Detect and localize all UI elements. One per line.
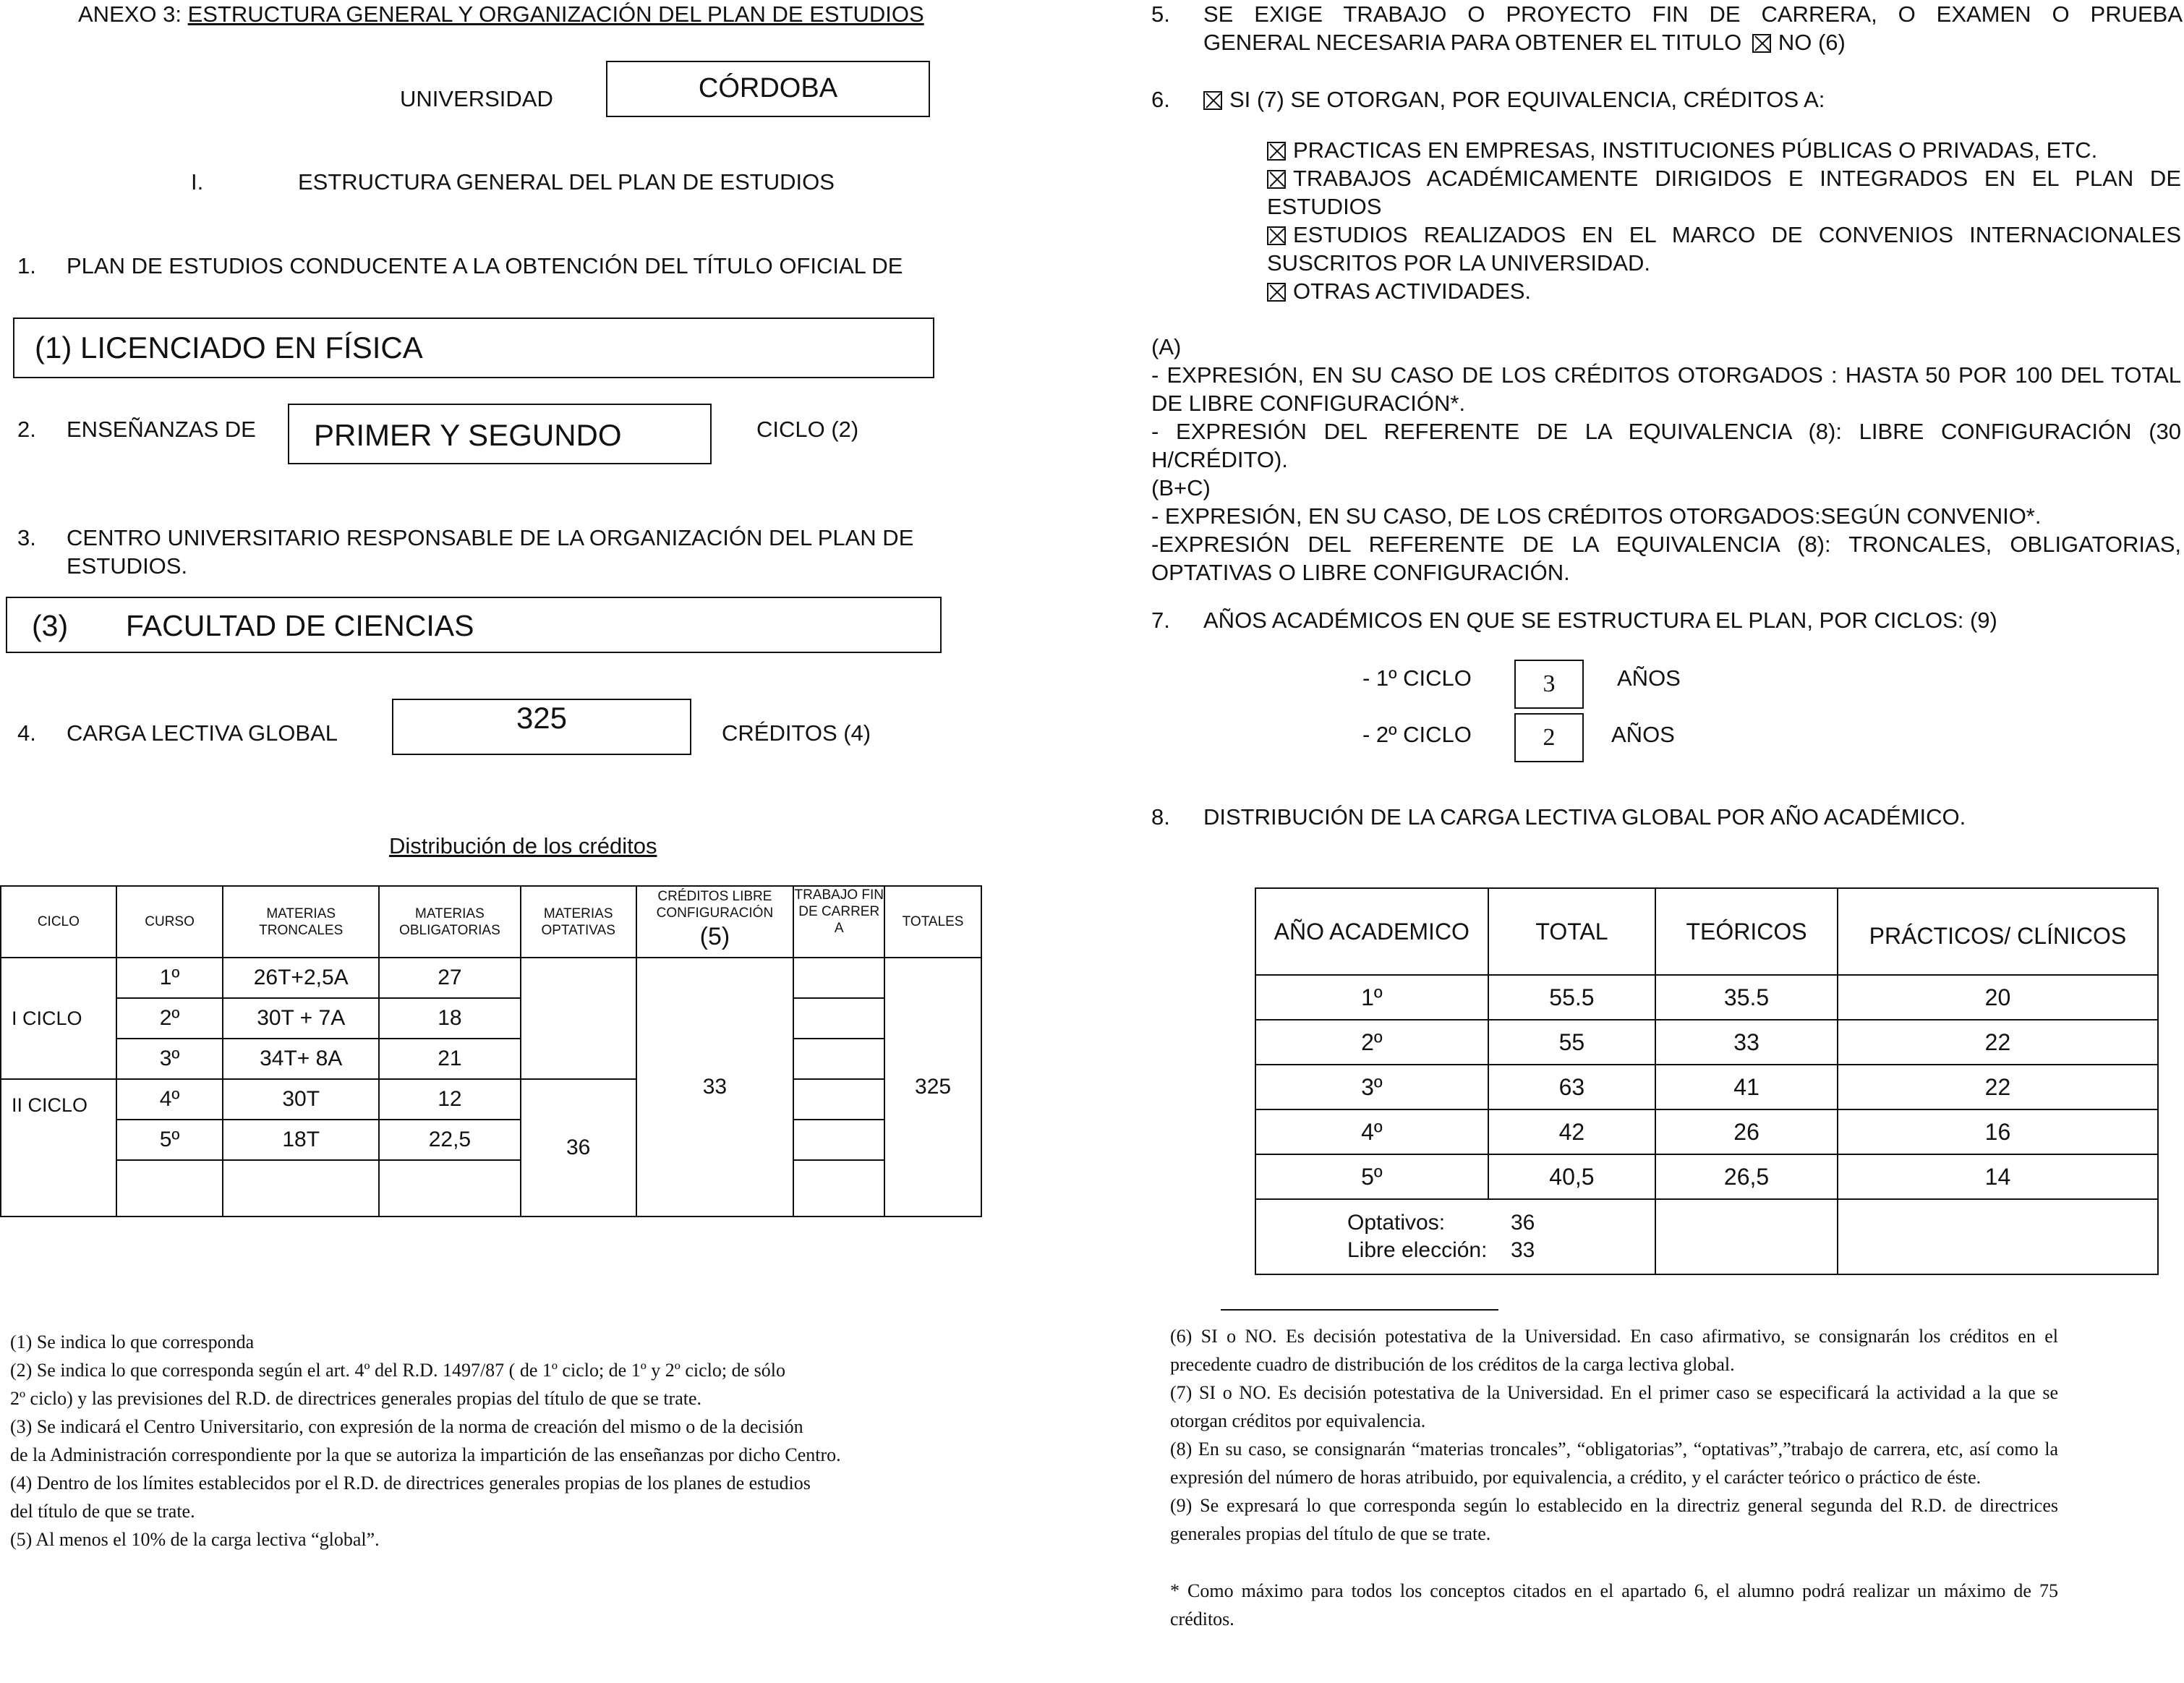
footnote-line: (3) Se indicará el Centro Universitario, con expresión de la norma de creación del mismo o de la decisión: [10, 1416, 803, 1437]
practicos-cell: 20: [1838, 975, 2158, 1020]
table-row: [1, 998, 981, 1039]
equiv-bc1: - EXPRESIÓN, EN SU CASO, DE LOS CRÉDITOS OTORGADOS:SEGÚN CONVENIO*.: [1151, 503, 2042, 529]
optativos-label: Optativos:: [1347, 1211, 1446, 1235]
trabajo-cell: [793, 998, 884, 1039]
item5-number: 5.: [1151, 1, 1170, 27]
curso-cell: 4º: [116, 1079, 223, 1120]
cycle1-label: - 1º CICLO: [1362, 665, 1472, 691]
checkbox-icon: [1267, 170, 1286, 189]
header-trabajo: TRABAJO FIN DE CARRER A: [793, 886, 884, 958]
obligatorias-cell: 21: [379, 1039, 521, 1079]
year-cell: 4º: [1255, 1109, 1488, 1154]
obligatorias-cell: 18: [379, 998, 521, 1039]
footnote-line: de la Administración correspondiente por la que se autoriza la impartición de las enseñanzas por dicho Centro.: [10, 1444, 841, 1465]
credit-distribution-table: [0, 885, 982, 1217]
annex-title: ESTRUCTURA GENERAL Y ORGANIZACIÓN DEL PLAN DE ESTUDIOS: [187, 1, 924, 27]
cycle1-unit: AÑOS: [1617, 665, 1681, 691]
footnotes-left: [10, 1328, 1037, 1554]
item8-number: 8.: [1151, 804, 1170, 830]
table-row: [1255, 975, 2158, 1020]
practicos-cell: 22: [1838, 1065, 2158, 1109]
checkbox-icon: [1267, 283, 1286, 302]
university-box: [606, 61, 930, 117]
equivalence-block: [1151, 333, 2181, 587]
teoricos-cell: 33: [1655, 1020, 1838, 1065]
cycle-value: PRIMER Y SEGUNDO: [314, 418, 622, 452]
troncales-cell: 30T + 7A: [223, 998, 379, 1039]
footnote-8: (8) En su caso, se consignarán “materias troncales”, “obligatorias”, “optativas”,”trabajo de carrera, etc, así como la expresión del número de horas atribuido, por equivalencia, a crédito, y el carácter teórico o práctico de éste.: [1170, 1439, 2058, 1488]
obligatorias-cell: 22,5: [379, 1120, 521, 1160]
year-cell: 5º: [1255, 1154, 1488, 1199]
header-curso: CURSO: [116, 886, 223, 958]
annex-prefix: ANEXO 3:: [78, 1, 182, 27]
header-practicos: PRÁCTICOS/ CLÍNICOS: [1838, 888, 2158, 975]
total-cell: 42: [1488, 1109, 1656, 1154]
item4-suffix: CRÉDITOS (4): [722, 720, 871, 746]
year-cell: 1º: [1255, 975, 1488, 1020]
curso-cell: 2º: [116, 998, 223, 1039]
university-value: CÓRDOBA: [698, 73, 838, 103]
item6-options: [1267, 136, 2181, 305]
faculty-value: FACULTAD DE CIENCIAS: [126, 609, 474, 642]
footnote-line: (4) Dentro de los límites establecidos por el R.D. de directrices generales propias de los planes de estudios: [10, 1473, 811, 1494]
header-year: AÑO ACADEMICO: [1255, 888, 1488, 975]
footnotes-right: [1170, 1322, 2058, 1633]
curso-cell: 3º: [116, 1039, 223, 1079]
trabajo-cell: [793, 1079, 884, 1120]
footnote-line: (5) Al menos el 10% de la carga lectiva “global”.: [10, 1529, 380, 1550]
footnote-line: (2) Se indica lo que corresponda según el art. 4º del R.D. 1497/87 ( de 1º ciclo; de 1º y 2º ciclo; de sólo: [10, 1360, 785, 1381]
practicos-cell: 22: [1838, 1020, 2158, 1065]
cycle1-box: [1514, 660, 1584, 709]
table-row: [1, 1120, 981, 1160]
header-libre: [636, 886, 794, 958]
cycle-2-label: II CICLO: [1, 1079, 116, 1217]
footnote-9: (9) Se expresará lo que corresponda según lo establecido en la directriz general segunda del R.D. de directrices generales propias del título de que se trate.: [1170, 1495, 2058, 1544]
footnote-rule: [1221, 1309, 1498, 1311]
item7-text: AÑOS ACADÉMICOS EN QUE SE ESTRUCTURA EL PLAN, POR CICLOS: (9): [1203, 608, 1997, 633]
trabajo-cell: [793, 958, 884, 998]
empty-cell: [1655, 1199, 1838, 1274]
item3-text: CENTRO UNIVERSITARIO RESPONSABLE DE LA ORGANIZACIÓN DEL PLAN DE ESTUDIOS.: [67, 525, 914, 579]
item1-text: PLAN DE ESTUDIOS CONDUCENTE A LA OBTENCIÓN DEL TÍTULO OFICIAL DE: [67, 253, 903, 278]
faculty-box: [6, 597, 942, 653]
option-item: [1267, 164, 2181, 221]
troncales-cell: 26T+2,5A: [223, 958, 379, 998]
header-libre-note: (5): [699, 923, 730, 950]
optativos-value: 36: [1511, 1211, 1535, 1235]
table-header-row: [1255, 888, 2158, 975]
header-troncales: MATERIAS TRONCALES: [223, 886, 379, 958]
trabajo-cell: [793, 1120, 884, 1160]
empty-cell: [116, 1160, 223, 1217]
item8-text: DISTRIBUCIÓN DE LA CARGA LECTIVA GLOBAL POR AÑO ACADÉMICO.: [1203, 804, 1966, 830]
annex-header: [78, 0, 924, 28]
table-row: [1255, 1020, 2158, 1065]
curso-cell: 1º: [116, 958, 223, 998]
footnote-line: (1) Se indica lo que corresponda: [10, 1332, 255, 1352]
table-row-empty: [1, 1160, 981, 1217]
table-row: [1, 1079, 981, 1120]
obligatorias-cell: 12: [379, 1079, 521, 1120]
empty-cell: [1838, 1199, 2158, 1274]
item4-label: CARGA LECTIVA GLOBAL: [67, 720, 338, 746]
table-row-summary: [1255, 1199, 2158, 1274]
item5: [1203, 0, 2183, 56]
cycle2-label: - 2º CICLO: [1362, 722, 1472, 747]
title-value: (1) LICENCIADO EN FÍSICA: [35, 331, 423, 365]
option-label: PRACTICAS EN EMPRESAS, INSTITUCIONES PÚBLICAS O PRIVADAS, ETC.: [1293, 137, 2098, 163]
cycle1-value: 3: [1543, 670, 1556, 697]
table-row: [1255, 1109, 2158, 1154]
troncales-cell: 30T: [223, 1079, 379, 1120]
libre-cell: 33: [636, 958, 794, 1217]
empty-cell: [793, 1160, 884, 1217]
cycle2-unit: AÑOS: [1611, 722, 1675, 747]
footnote-line: del título de que se trate.: [10, 1501, 195, 1522]
item1-number: 1.: [17, 253, 36, 278]
section-title: ESTRUCTURA GENERAL DEL PLAN DE ESTUDIOS: [298, 169, 835, 195]
optativas-empty-cell: [521, 958, 636, 1079]
summary-cell: [1255, 1199, 1655, 1274]
empty-cell: [223, 1160, 379, 1217]
title-box: [13, 318, 934, 378]
option-item: [1267, 136, 2181, 164]
checkbox-icon: [1267, 226, 1286, 245]
table-header-row: [1, 886, 981, 958]
teoricos-cell: 26: [1655, 1109, 1838, 1154]
item3-number: 3.: [17, 525, 36, 550]
total-cell: 55.5: [1488, 975, 1656, 1020]
equiv-bc2: -EXPRESIÓN DEL REFERENTE DE LA EQUIVALENCIA (8): TRONCALES, OBLIGATORIAS, OPTATIVAS O LIBRE CONFIGURACIÓN.: [1151, 532, 2181, 585]
item6: [1203, 85, 1825, 114]
item2-suffix: CICLO (2): [756, 417, 859, 442]
option-item: [1267, 221, 2181, 277]
footnote-star: * Como máximo para todos los conceptos citados en el apartado 6, el alumno podrá realizar un máximo de 75 créditos.: [1170, 1580, 2058, 1629]
libre-label: Libre elección:: [1347, 1238, 1488, 1262]
footnote-6: (6) SI o NO. Es decisión potestativa de la Universidad. En caso afirmativo, se consignarán los créditos en el precedente cuadro de distribución de los créditos de la carga lectiva global.: [1170, 1326, 2058, 1375]
year-cell: 3º: [1255, 1065, 1488, 1109]
distribution-title: Distribución de los créditos: [389, 833, 657, 858]
equiv-a2: - EXPRESIÓN DEL REFERENTE DE LA EQUIVALENCIA (8): LIBRE CONFIGURACIÓN (30 H/CRÉDITO).: [1151, 419, 2181, 472]
table-row: [1, 958, 981, 998]
checkbox-icon: [1203, 91, 1222, 110]
option-label: TRABAJOS ACADÉMICAMENTE DIRIGIDOS E INTEGRADOS EN EL PLAN DE ESTUDIOS: [1267, 166, 2181, 219]
item2-number: 2.: [17, 417, 36, 442]
cycle-1-label: I CICLO: [1, 958, 116, 1079]
option-label: OTRAS ACTIVIDADES.: [1293, 278, 1532, 304]
total-cell: 40,5: [1488, 1154, 1656, 1199]
header-totales: TOTALES: [884, 886, 981, 958]
table-row: [1, 1039, 981, 1079]
checkbox-icon: [1267, 142, 1286, 161]
checkbox-icon: [1752, 34, 1771, 53]
credits-box: [392, 699, 691, 755]
total-cell: 55: [1488, 1020, 1656, 1065]
university-label: UNIVERSIDAD: [400, 86, 553, 111]
teoricos-cell: 26,5: [1655, 1154, 1838, 1199]
item5-line1: SE EXIGE TRABAJO O PROYECTO FIN DE CARRERA, O EXAMEN O PRUEBA: [1203, 1, 2183, 27]
option-label: ESTUDIOS REALIZADOS EN EL MARCO DE CONVENIOS INTERNACIONALES SUSCRITOS POR LA UNIVERSIDAD.: [1267, 222, 2181, 276]
item4-number: 4.: [17, 720, 36, 746]
cycle2-value: 2: [1543, 724, 1556, 751]
totales-cell: 325: [884, 958, 981, 1217]
troncales-cell: 18T: [223, 1120, 379, 1160]
trabajo-cell: [793, 1039, 884, 1079]
libre-value: 33: [1511, 1238, 1535, 1262]
header-obligatorias: MATERIAS OBLIGATORIAS: [379, 886, 521, 958]
table-row: [1255, 1065, 2158, 1109]
equiv-bc-label: (B+C): [1151, 475, 1211, 500]
footnote-7: (7) SI o NO. Es decisión potestativa de la Universidad. En el primer caso se especificará la actividad a la que se otorgan créditos por equivalencia.: [1170, 1382, 2058, 1431]
item6-text: SI (7) SE OTORGAN, POR EQUIVALENCIA, CRÉDITOS A:: [1229, 87, 1825, 112]
header-total: TOTAL: [1488, 888, 1656, 975]
equiv-a1: - EXPRESIÓN, EN SU CASO DE LOS CRÉDITOS OTORGADOS : HASTA 50 POR 100 DEL TOTAL DE LIBRE CONFIGURACIÓN*.: [1151, 362, 2181, 416]
equiv-a-label: (A): [1151, 334, 1182, 359]
option-item: [1267, 277, 2181, 305]
year-distribution-table: [1255, 887, 2159, 1275]
year-cell: 2º: [1255, 1020, 1488, 1065]
curso-cell: 5º: [116, 1120, 223, 1160]
table-row: [1255, 1154, 2158, 1199]
header-ciclo: CICLO: [1, 886, 116, 958]
empty-cell: [379, 1160, 521, 1217]
teoricos-cell: 41: [1655, 1065, 1838, 1109]
section-number: I.: [191, 169, 204, 195]
obligatorias-cell: 27: [379, 958, 521, 998]
header-teoricos: TEÓRICOS: [1655, 888, 1838, 975]
item5-line2a: GENERAL NECESARIA PARA OBTENER EL TITULO: [1203, 30, 1742, 55]
faculty-number: (3): [32, 609, 69, 642]
cycle2-box: [1514, 713, 1584, 762]
footnote-line: 2º ciclo) y las previsiones del R.D. de directrices generales propias del título de que se trate.: [10, 1388, 702, 1409]
practicos-cell: 14: [1838, 1154, 2158, 1199]
total-cell: 63: [1488, 1065, 1656, 1109]
header-optativas: MATERIAS OPTATIVAS: [521, 886, 636, 958]
item6-number: 6.: [1151, 87, 1170, 112]
item5-line2b: NO (6): [1778, 30, 1846, 55]
credits-value: 325: [516, 701, 568, 735]
item2-label: ENSEÑANZAS DE: [67, 417, 256, 442]
teoricos-cell: 35.5: [1655, 975, 1838, 1020]
item7-number: 7.: [1151, 608, 1170, 633]
troncales-cell: 34T+ 8A: [223, 1039, 379, 1079]
cycle-box: [288, 404, 712, 464]
header-libre-label: CRÉDITOS LIBRE CONFIGURACIÓN: [656, 889, 774, 921]
optativas-cell: 36: [521, 1079, 636, 1217]
practicos-cell: 16: [1838, 1109, 2158, 1154]
